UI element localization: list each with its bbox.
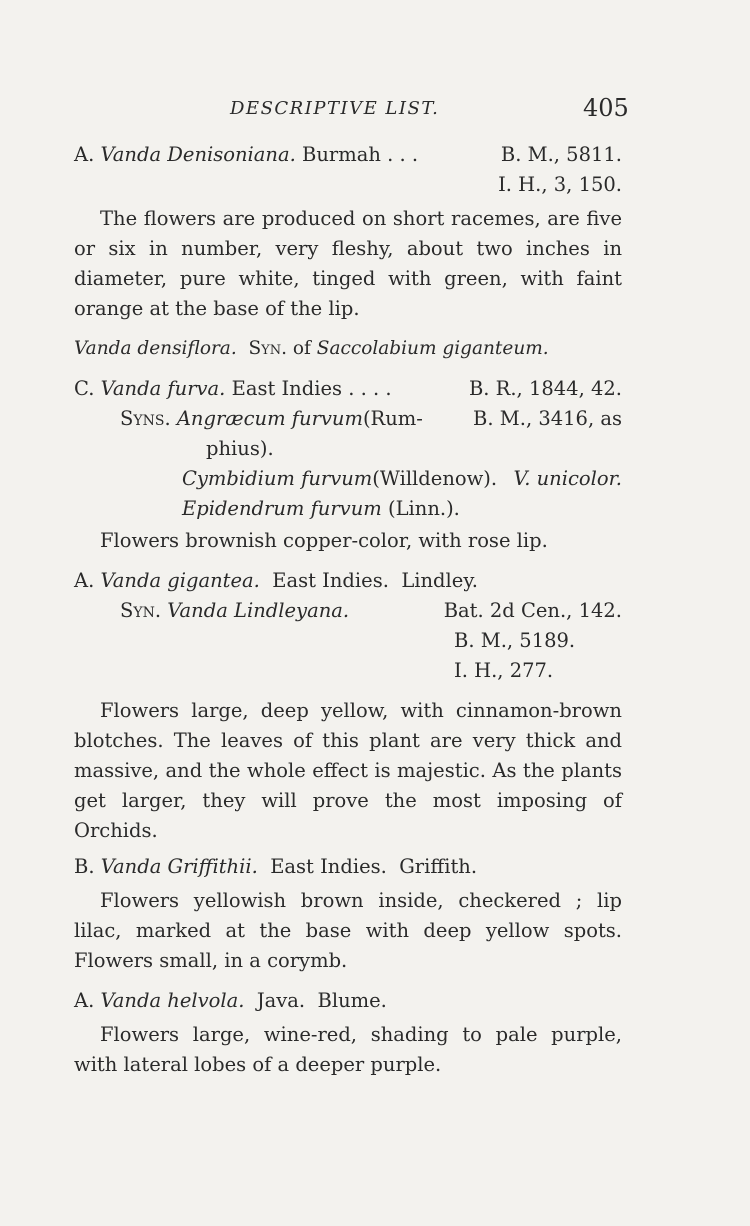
species-name: Vanda helvola. — [100, 989, 245, 1012]
region: East Indies. — [270, 855, 387, 878]
synonym-label: Syn. — [248, 338, 287, 359]
page-header — [0, 94, 750, 128]
species-name: Vanda gigantea. — [100, 569, 260, 592]
synonym-name: Epidendrum furvum — [182, 497, 382, 520]
entry-vanda-griffithii — [74, 852, 622, 976]
page-number: 405 — [583, 94, 629, 122]
leader-dots: . . . . — [348, 377, 392, 400]
entry-grade: C. — [74, 377, 95, 400]
synonym-name: Cymbidium furvum — [182, 467, 373, 490]
description: Flowers large, deep yellow, with cinnamon-brown blotches. The leaves of this plant are very thick and massive, and the whole effect is majestic. As the plants get larger, they will prove the most imposing of Orchids. — [74, 699, 622, 842]
entry-vanda-denisoniana — [74, 140, 622, 324]
entry-grade: A. — [74, 989, 95, 1012]
region: Java. — [256, 989, 306, 1012]
page-body — [74, 140, 622, 1080]
entry-vanda-helvola — [74, 986, 622, 1080]
synonyms-label: Syns. — [120, 407, 171, 430]
author: Griffith. — [399, 855, 478, 878]
leader-dots: . . . — [387, 143, 419, 166]
reference: B. M., 5811. — [500, 143, 622, 166]
author: Blume. — [317, 989, 387, 1012]
region: East Indies. — [272, 569, 389, 592]
region: Burmah — [302, 143, 381, 166]
species-name: Vanda Denisoniana. — [100, 143, 296, 166]
reference: B. R., 1844, 42. — [468, 377, 622, 400]
species-name: Vanda furva. — [100, 377, 226, 400]
synonym-authority: (Rum- — [362, 407, 423, 430]
reference: B. M., 3416, as — [473, 407, 622, 430]
reference: B. M., 5189. — [454, 629, 576, 652]
author: Lindley. — [401, 569, 478, 592]
entry-grade: B. — [74, 855, 95, 878]
description: Flowers brownish copper-color, with rose lip. — [100, 529, 548, 552]
reference: I. H., 277. — [454, 659, 554, 682]
reference: Bat. 2d Cen., 142. — [443, 599, 622, 622]
synonym-of: of — [292, 338, 311, 359]
synonym-name: Vanda Lindleyana. — [167, 599, 350, 622]
entry-grade: A. — [74, 143, 95, 166]
description: The flowers are produced on short racemes, are five or six in number, very fleshy, about two inches in diameter, pure white, tinged with green, with faint orange at the base of the lip. — [74, 207, 622, 320]
synonym-authority: (Linn.). — [387, 497, 460, 520]
entry-grade: A. — [74, 569, 95, 592]
description: Flowers large, wine-red, shading to pale purple, with lateral lobes of a deeper purple. — [74, 1023, 622, 1076]
synonym-label: Syn. — [120, 599, 162, 622]
species-name: Vanda Griffithii. — [100, 855, 258, 878]
description: Flowers yellowish brown inside, checkered ; lip lilac, marked at the base with deep yellow spots. Flowers small, in a corymb. — [74, 889, 622, 972]
synonym-authority: (Willdenow). — [372, 467, 498, 490]
reference: I. H., 3, 150. — [498, 173, 622, 196]
entry-vanda-gigantea — [74, 566, 622, 846]
entry-vanda-densiflora — [74, 334, 622, 364]
species-name: Vanda densiflora. — [74, 338, 237, 359]
reference-cont: V. unicolor. — [513, 467, 622, 490]
entry-vanda-furva — [74, 374, 622, 556]
running-title: DESCRIPTIVE LIST. — [230, 98, 440, 119]
synonym-name: Saccolabium giganteum. — [316, 338, 549, 359]
region: East Indies — [231, 377, 343, 400]
synonym-authority-cont: phius). — [206, 437, 274, 460]
synonym-name: Angræcum furvum — [176, 407, 363, 430]
